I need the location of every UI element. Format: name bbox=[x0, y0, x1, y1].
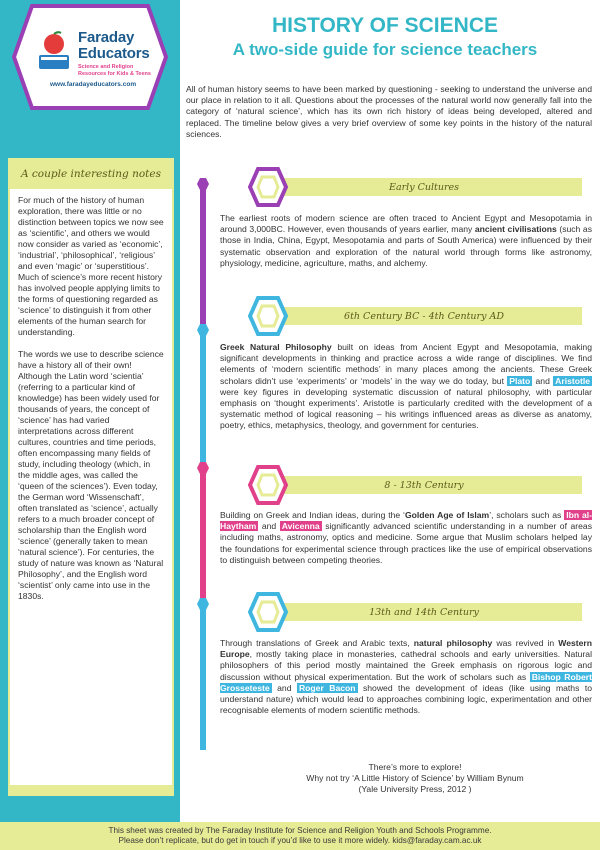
lightbulb-book-icon bbox=[34, 30, 74, 74]
further-reading bbox=[240, 762, 590, 795]
era-3-paragraph: Building on Greek and Indian ideas, during the ‘Golden Age of Islam’, scholars such as Ibn al-Haytham and Avicenna significantly advanced scientific understanding in a number of areas including maths, astronomy, optics and medicine. Some argue that Muslim scholars helped lay the foundations for experimental science through practices like the use of empirical observations to distinguish between competing theories. bbox=[220, 510, 593, 565]
logo-url-link[interactable]: www.faradayeducators.com bbox=[50, 81, 137, 88]
logo-tagline-line2: Resources for Kids & Teens bbox=[78, 71, 151, 77]
logo-name-line1: Faraday bbox=[78, 29, 135, 46]
further-reading-line2: Why not try ‘A Little History of Science’ by William Bynum bbox=[306, 773, 524, 783]
era-1-paragraph: The earliest roots of modern science are often traced to Ancient Egypt and Mesopotamia in around 3,000BC. However, even thousands of years earlier, many ancient civilisations (such as those in India, China, Egypt, Mesopotamia and parts of South America) were influenced by their systematic observation and exploration of the natural world through forms like astronomy, physiology, medicine, agriculture, maths, and alchemy. bbox=[220, 213, 592, 268]
page-title: HISTORY OF SCIENCE bbox=[272, 14, 498, 37]
hexagon-timeline-icon bbox=[248, 465, 288, 505]
era-band-3 bbox=[266, 476, 582, 494]
logo-name-line2: Educators bbox=[78, 45, 150, 62]
notes-title: A couple interesting notes bbox=[21, 168, 161, 180]
era-band-1 bbox=[266, 178, 582, 196]
era-title: 8 - 13th Century bbox=[384, 479, 464, 491]
hexagon-timeline-icon bbox=[248, 592, 288, 632]
hexagon-dot-icon bbox=[197, 598, 209, 610]
footer bbox=[0, 822, 600, 850]
person-tag-aristotle[interactable]: Aristotle bbox=[555, 375, 590, 386]
person-tag-avicenna[interactable]: Avicenna bbox=[281, 521, 320, 532]
notes-paragraph-1: For much of the history of human exploration, there was little or no distinction between topics we now see as ‘scientific’, and others we would now consider as varied as ‘economic’, ‘industrial’, ‘philosophical’, ‘religious’ and even ‘magic’ or ‘superstitious’. Much of science’s more recent history has involved people applying limits to the forms of questioning regarded as ‘science’ to distinguish it from other elements of the human search for understanding. bbox=[18, 195, 164, 337]
person-tag-grosseteste[interactable]: Bishop Robert Grosseteste bbox=[220, 671, 592, 693]
person-tag-roger-bacon[interactable]: Roger Bacon bbox=[298, 682, 356, 693]
footer-line2: Please don’t replicate, but do get in touch if you’d like to use it more widely. kids@faraday.cam.ac.uk bbox=[118, 836, 482, 845]
era-band-2 bbox=[266, 307, 582, 325]
person-tag-plato[interactable]: Plato bbox=[509, 375, 531, 386]
timeline-bar-pink bbox=[200, 468, 206, 604]
hexagon-dot-icon bbox=[197, 462, 209, 474]
era-2-paragraph: Greek Natural Philosophy built on ideas from Ancient Egypt and Mesopotamia, making significant developments in thinking and practice across a wide range of disciplines. We find elements of ‘modern scientific methods’ in many places among the ancients. These Greek scholars didn’t use ‘experiments’ or ‘models’ in the way we do today, but Plato and Aristotle were key figures in developing systematic discussion of natural philosophy, with particular emphasis on ‘thought experiments’. Aristotle is particularly credited with the development of a systematic method of logical reasoning – his writings influenced areas as diverse as anatomy, poetry, ethics, metaphysics, theology, and government for centuries. bbox=[220, 342, 592, 431]
further-reading-line3: (Yale University Press, 2012 ) bbox=[358, 784, 472, 794]
intro-paragraph: All of human history seems to have been marked by questioning - seeking to understand the universe and our place in relation to it all. Questions about the processes of the natural world now generally fall into the category of ‘natural science’, which has its own rich history of ideas being developed, altered and replaced. The timeline below gives a very brief overview of some key points in the history of the natural sciences. bbox=[186, 84, 592, 139]
logo-tagline-line1: Science and Religion bbox=[78, 64, 134, 70]
hexagon-timeline-icon bbox=[248, 167, 288, 207]
footer-line1: This sheet was created by The Faraday Institute for Science and Religion Youth and Schools Programme. bbox=[108, 825, 492, 835]
timeline-bar-purple bbox=[200, 184, 206, 330]
hexagon-timeline-icon bbox=[248, 296, 288, 336]
timeline-bar-blue-2 bbox=[200, 604, 206, 750]
era-4-paragraph: Through translations of Greek and Arabic texts, natural philosophy was revived in Western Europe, mostly taking place in monasteries, cathedral schools and early universities. Natural philosophers of this period mostly maintained the Greek emphasis on rigorous logic and discussion without physical experimentation. But the work of scholars such as Bishop Robert Grosseteste and Roger Bacon showed the development of ideas (like using maths to understand nature) which would lead to approaches combining logic, experimentation and other recognisable elements of modern scientific methods. bbox=[220, 638, 593, 716]
hexagon-dot-icon bbox=[197, 324, 209, 336]
page-subtitle: A two-side guide for science teachers bbox=[232, 40, 538, 59]
timeline-bar-blue bbox=[200, 330, 206, 468]
hexagon-dot-icon bbox=[197, 178, 209, 190]
notes-paragraph-2: The words we use to describe science have a history all of their own! Although the Latin word ‘scientia’ (referring to a particular kind of knowledge) has been widely used for thousands of years, the concept of ‘science’ has had varied interpretations across different cultures, countries and time periods, often encompassing many fields of study, including theology (which, in the middle ages, was called the ‘queen of the sciences’). Even today, the German word ‘Wissenschaft’, often translated as ‘science’, actually refers to a much broader concept of scholarship than the English word ‘science’ (generally taken to mean ‘natural science’). For centuries, the study of nature was known as ‘Natural Philosophy’, and the English word ‘scientist’ only came into use in the 1830s. bbox=[18, 349, 164, 601]
era-title: Early Cultures bbox=[389, 181, 459, 193]
notes-body bbox=[10, 189, 172, 785]
person-tag-ibn-al-haytham[interactable]: Ibn al-Haytham bbox=[220, 510, 593, 532]
era-band-4 bbox=[266, 603, 582, 621]
era-title: 6th Century BC - 4th Century AD bbox=[344, 310, 504, 322]
further-reading-line1: There’s more to explore! bbox=[368, 762, 462, 772]
era-title: 13th and 14th Century bbox=[369, 606, 479, 618]
